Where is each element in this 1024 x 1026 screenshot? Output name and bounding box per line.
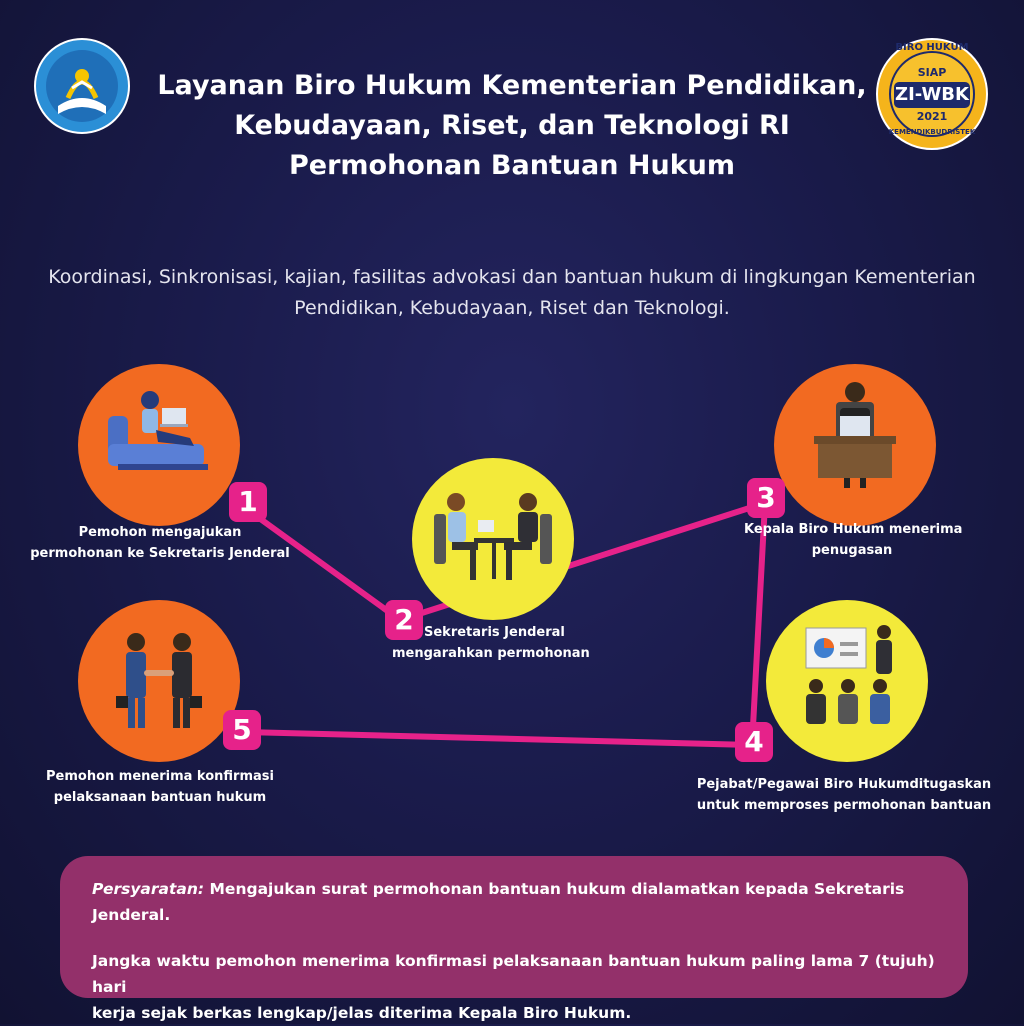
intro-line-2: Pendidikan, Kebudayaan, Riset dan Teknologi. bbox=[294, 297, 730, 319]
step-1-illustration bbox=[78, 364, 240, 526]
title-line-2: Kebudayaan, Riset, dan Teknologi RI bbox=[234, 110, 790, 141]
step-1-caption-line-2: permohonan ke Sekretaris Jenderal bbox=[30, 546, 290, 561]
step-2-illustration bbox=[412, 458, 574, 620]
step-5-badge: 5 bbox=[223, 710, 261, 750]
zi-wbk-badge-logo bbox=[874, 36, 990, 152]
badge-siap-text: SIAP bbox=[917, 66, 947, 79]
step-4-caption-line-1: Pejabat/Pegawai Biro Hukumditugaskan bbox=[696, 777, 992, 792]
step-1-badge: 1 bbox=[229, 482, 267, 522]
step-2-caption-line-2: mengarahkan permohonan bbox=[392, 646, 590, 661]
step-2-caption bbox=[392, 622, 590, 664]
step-2-caption-line-1: Sekretaris Jenderal bbox=[424, 625, 565, 640]
step-1-caption-line-1: Pemohon mengajukan bbox=[78, 525, 242, 540]
intro-line-1: Koordinasi, Sinkronisasi, kajian, fasilitas advokasi dan bantuan hukum di lingkungan Kementerian bbox=[48, 266, 976, 288]
step-3-caption-line-2: penugasan bbox=[811, 543, 893, 558]
step-5-caption-line-2: pelaksanaan bantuan hukum bbox=[53, 790, 267, 805]
step-5-caption-line-1: Pemohon menerima konfirmasi bbox=[46, 769, 274, 784]
deadline-line-2: kerja sejak berkas lengkap/jelas diterima Kepala Biro Hukum. bbox=[92, 1004, 632, 1022]
deadline-line-1: Jangka waktu pemohon menerima konfirmasi pelaksanaan bantuan hukum paling lama 7 (tujuh) hari bbox=[92, 952, 935, 996]
tut-wuri-handayani-logo bbox=[32, 36, 132, 136]
step-5-caption bbox=[20, 766, 300, 808]
intro-text bbox=[40, 262, 984, 324]
requirements-label: Persyaratan: bbox=[92, 880, 205, 898]
step-5-illustration bbox=[78, 600, 240, 762]
badge-top-text: BIRO HUKUM bbox=[895, 42, 969, 53]
step-3-badge: 3 bbox=[747, 478, 785, 518]
spacer bbox=[92, 928, 936, 948]
step-3-caption bbox=[744, 519, 963, 561]
step-4-caption bbox=[684, 774, 1004, 816]
step-2-badge: 2 bbox=[385, 600, 423, 640]
badge-main-text: ZI-WBK bbox=[895, 84, 969, 105]
title-line-3: Permohonan Bantuan Hukum bbox=[288, 150, 736, 181]
title-line-1: Layanan Biro Hukum Kementerian Pendidikan, bbox=[157, 70, 867, 101]
badge-bottom-text: KEMENDIKBUDRISTEK bbox=[888, 128, 976, 136]
step-1-caption bbox=[20, 522, 300, 564]
page-title bbox=[150, 66, 874, 186]
requirements-box bbox=[60, 856, 968, 1022]
step-4-illustration bbox=[766, 600, 928, 762]
step-3-illustration bbox=[774, 364, 936, 526]
requirements-text: Mengajukan surat permohonan bantuan hukum dialamatkan kepada Sekretaris Jenderal. bbox=[92, 880, 905, 924]
step-3-caption-line-1: Kepala Biro Hukum menerima bbox=[744, 522, 963, 537]
step-4-caption-line-2: untuk memproses permohonan bantuan bbox=[696, 798, 992, 813]
requirements-line bbox=[92, 876, 936, 928]
step-4-badge: 4 bbox=[735, 722, 773, 762]
badge-year-text: 2021 bbox=[916, 110, 948, 123]
